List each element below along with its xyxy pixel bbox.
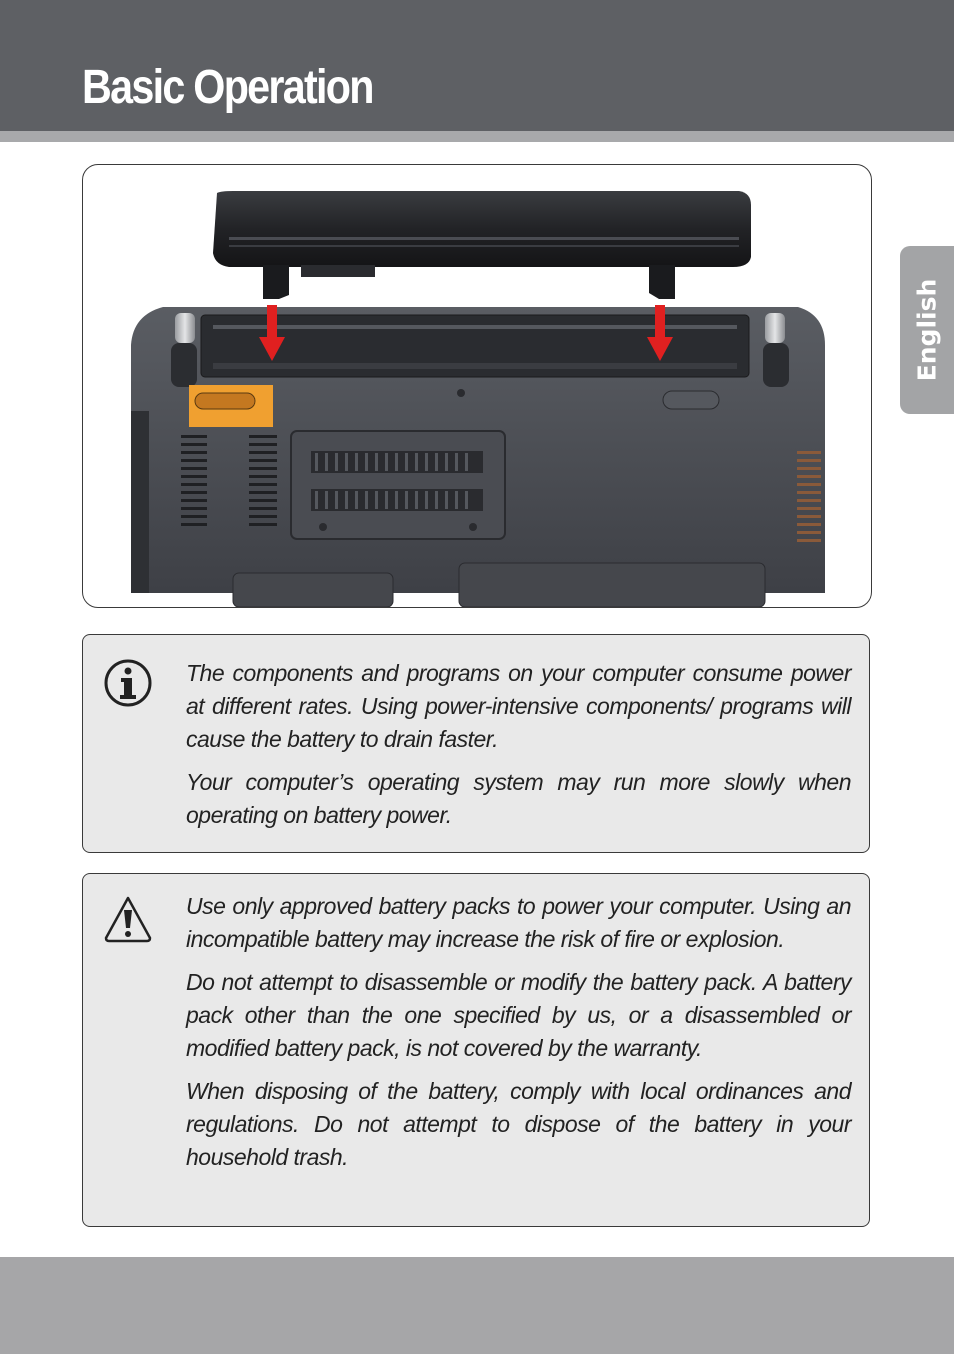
warning-paragraph: Do not attempt to disassemble or modify the battery pack. A battery pack other than the one specified by us, or a disassembled or modified battery pack, is not covered by the warranty. [186, 969, 851, 1061]
language-tab [900, 246, 954, 414]
page-footer [0, 1257, 954, 1354]
info-paragraph: The components and programs on your computer consume power at different rates. Using power-intensive components/ programs will cause the battery to drain faster. [186, 660, 851, 752]
warning-paragraph: Use only approved battery packs to power your computer. Using an incompatible battery may increase the risk of fire or explosion. [186, 893, 851, 952]
info-notice [82, 634, 870, 853]
header-stripe [0, 131, 954, 142]
warning-notice-text [186, 890, 851, 1184]
warning-paragraph: When disposing of the battery, comply with local ordinances and regulations. Do not attempt to dispose of the battery in your household trash. [186, 1078, 851, 1170]
laptop-underside [131, 307, 825, 607]
laptop-battery-illustration [83, 165, 871, 607]
page-header [0, 0, 954, 131]
battery-insertion-figure [82, 164, 872, 608]
info-icon [103, 657, 153, 709]
info-paragraph: Your computer’s operating system may run more slowly when operating on battery power. [186, 769, 851, 828]
page-title: Basic Operation [82, 61, 373, 114]
warning-icon [103, 894, 153, 944]
info-notice-text [186, 657, 851, 842]
warning-notice [82, 873, 870, 1227]
language-tab-label: English [912, 278, 942, 382]
battery-pack [213, 191, 751, 299]
